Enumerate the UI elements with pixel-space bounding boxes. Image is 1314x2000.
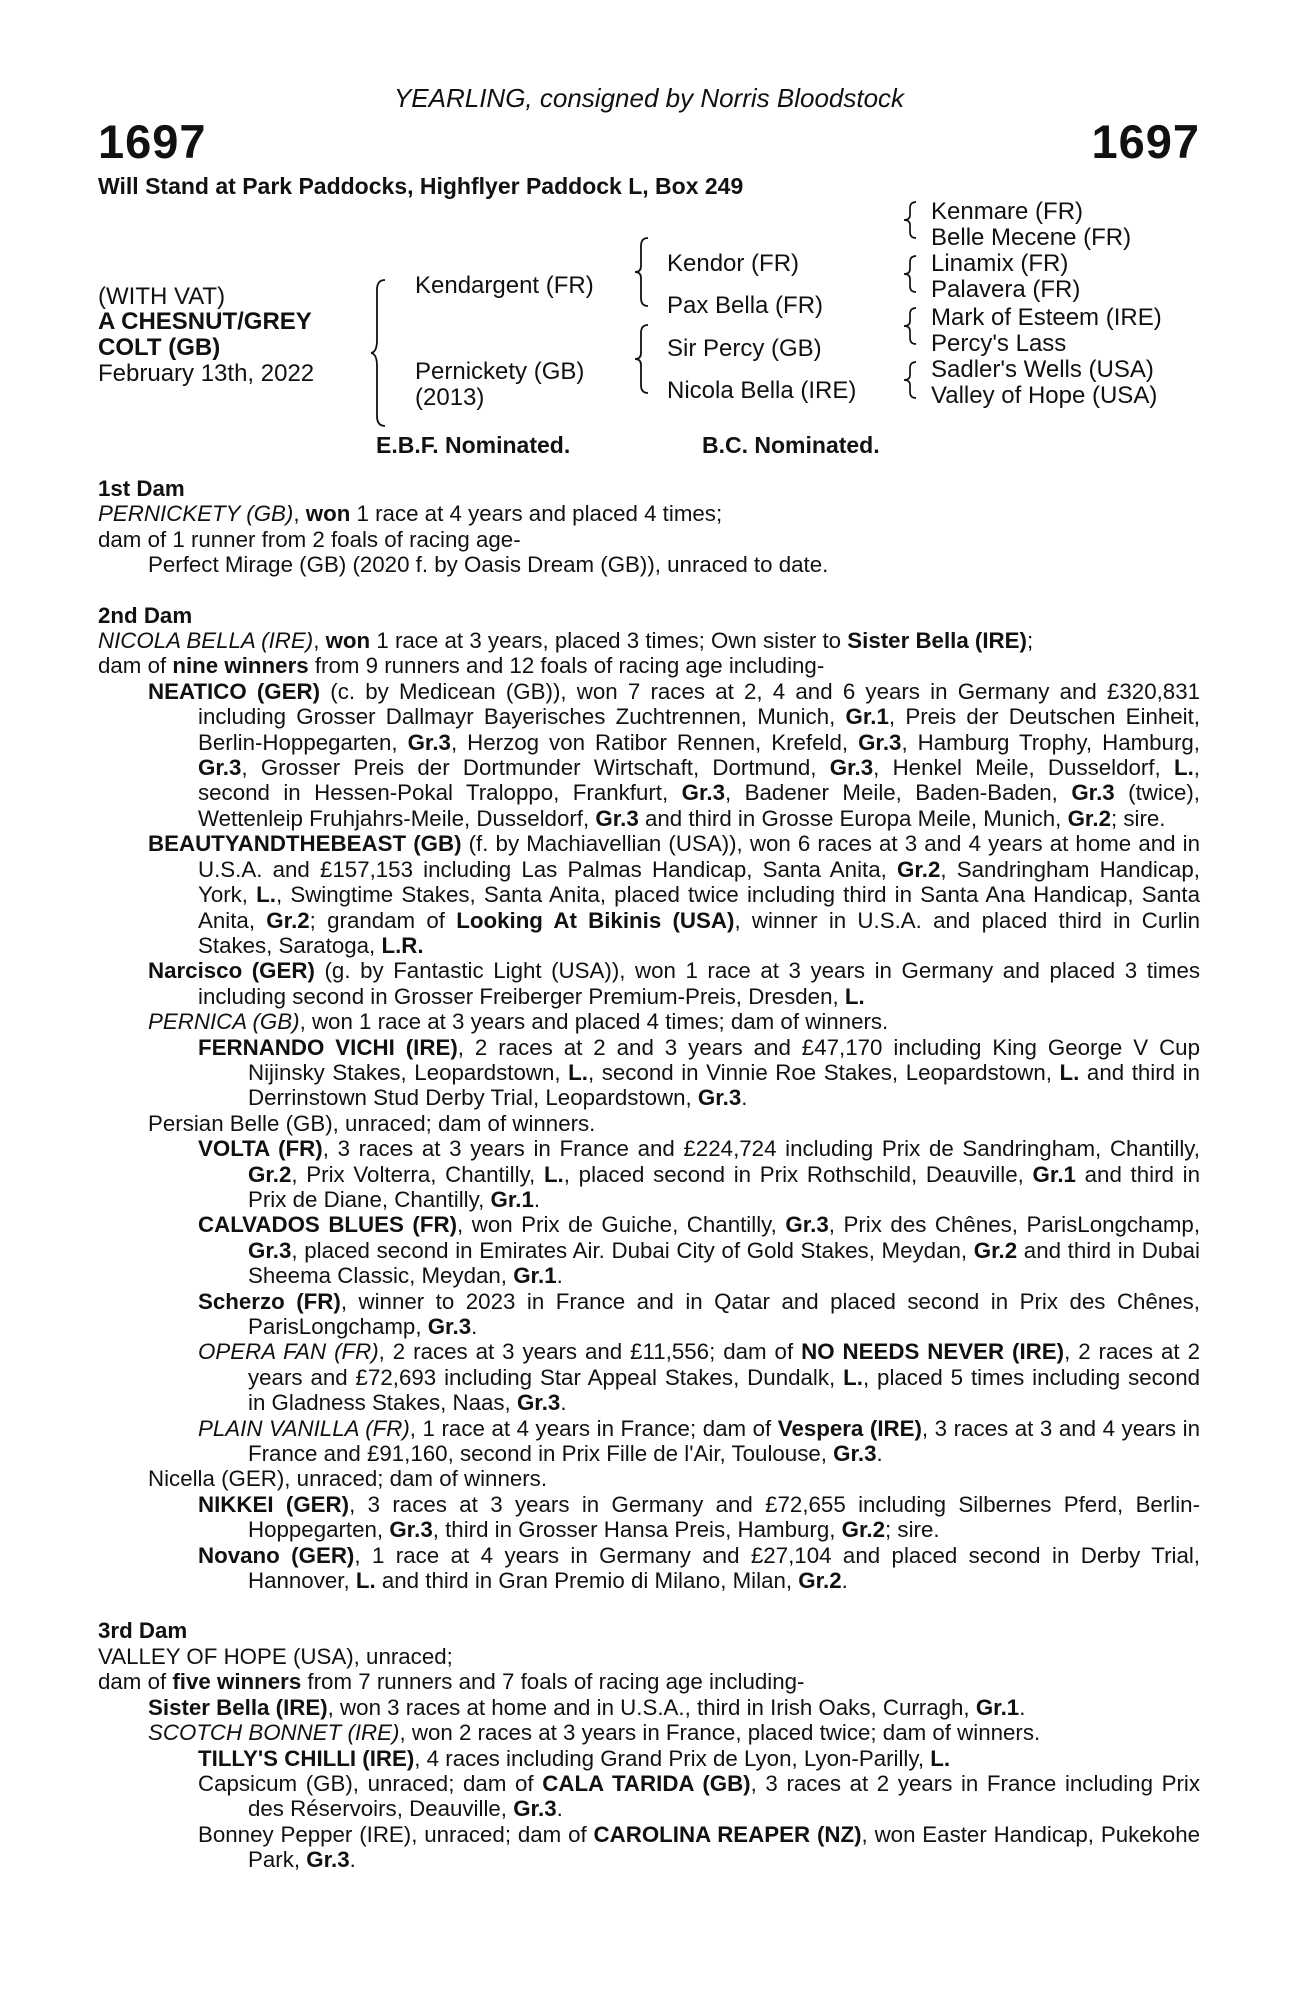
progeny-volta: VOLTA (FR), 3 races at 3 years in France and £224,724 including Prix de Sandringham, Chantilly, Gr.2, Prix Volterra, Chantilly, L., placed second in Prix Rothschild, Deauville, Gr.1 and third in Prix de Diane, Chantilly, Gr.1. [198,1136,1200,1212]
brace-g3-2 [904,254,920,294]
first-dam-name: PERNICKETY (GB) [98,501,294,527]
catalogue-body [98,476,1200,1873]
second-dam-produce-summary: dam of nine winners from 9 runners and 12 foals of racing age including- [98,653,825,679]
progeny-narcisco: Narcisco (GER) (g. by Fantastic Light (USA)), won 1 race at 3 years in Germany and placed 3 times including second in Grosser Freiberger Premium-Preis, Dresden, L. [148,958,1201,1009]
pedigree-table [98,198,1200,430]
pedigree-dss: Mark of Esteem (IRE) [931,304,1162,331]
pedigree-sire-dam: Pax Bella (FR) [667,292,824,319]
third-dam-produce-summary: dam of five winners from 7 runners and 7 foals of racing age including- [98,1669,805,1695]
lot-number-right: 1697 [1091,115,1200,168]
progeny-sister-bella: Sister Bella (IRE), won 3 races at home and in U.S.A., third in Irish Oaks, Curragh, Gr.1. [148,1694,1026,1720]
progeny-calvados-blues: CALVADOS BLUES (FR), won Prix de Guiche, Chantilly, Gr.3, Prix des Chênes, ParisLongchamp, Gr.3, placed second in Emirates Air. Dubai City of Gold Stakes, Meydan, Gr.2 and third in Dubai Sheema Classic, Meydan, Gr.1. [198,1212,1201,1289]
progeny-plain-vanilla: PLAIN VANILLA (FR), 1 race at 4 years in France; dam of Vespera (IRE), 3 races at 3 and 4 years in France and £91,160, second in Prix Fille de l'Air, Toulouse, Gr.3. [198,1415,1200,1467]
foaling-date: February 13th, 2022 [98,360,315,387]
first-dam-heading: 1st Dam [98,476,185,501]
progeny-scherzo: Scherzo (FR), winner to 2023 in France and in Qatar and placed second in Prix des Chênes, ParisLongchamp, Gr.3. [198,1288,1200,1339]
third-dam-line: VALLEY OF HOPE (USA), unraced; [98,1643,453,1669]
horse-description-line1: A CHESNUT/GREY [98,308,312,335]
ebf-nomination: E.B.F. Nominated. [376,432,571,458]
pedigree-sss: Kenmare (FR) [931,198,1084,225]
sire-line-brace [635,236,653,308]
pedigree-ssd: Belle Mecene (FR) [931,224,1132,251]
progeny-scotch-bonnet: SCOTCH BONNET (IRE), won 2 races at 3 years in France, placed twice; dam of winners. [148,1720,1041,1746]
vat-note: (WITH VAT) [98,283,226,310]
progeny-beautyandthebeast: BEAUTYANDTHEBEAST (GB) (f. by Machiavellian (USA)), won 6 races at 3 and 4 years at home and in U.S.A. and £157,153 including Las Palmas Handicap, Santa Anita, Gr.2, Sandringham Handicap, York, L., Swingtime Stakes, Santa Anita, placed twice including third in Santa Ana Handicap, Santa Anita, Gr.2; grandam of Looking At Bikinis (USA), winner in U.S.A. and placed third in Curlin Stakes, Saratoga, L.R. [148,831,1201,958]
first-dam-line: PERNICKETY (GB), won 1 race at 4 years and placed 4 times; [98,501,723,527]
pedigree-dam-dam: Nicola Bella (IRE) [667,377,857,404]
pedigree-dsd: Percy's Lass [931,330,1067,357]
second-dam-line: NICOLA BELLA (IRE), won 1 race at 3 years, placed 3 times; Own sister to Sister Bella (IRE); [98,628,1034,654]
progeny-nikkei: NIKKEI (GER), 3 races at 3 years in Germany and £72,655 including Silbernes Pferd, Berlin-Hoppegarten, Gr.3, third in Grosser Hansa Preis, Hamburg, Gr.2; sire. [198,1491,1200,1543]
bc-nomination: B.C. Nominated. [702,432,880,458]
pedigree-dam: Pernickety (GB) [415,358,585,385]
second-dam-heading: 2nd Dam [98,602,193,628]
first-dam-produce-summary: dam of 1 runner from 2 foals of racing age- [98,526,521,552]
sire-dam-brace [371,278,391,428]
progeny-opera-fan: OPERA FAN (FR), 2 races at 3 years and £11,556; dam of NO NEEDS NEVER (IRE), 2 races at 2 years and £72,693 including Star Appeal Stakes, Dundalk, L., placed 5 times including second in Gladness Stakes, Naas, Gr.3. [198,1339,1200,1416]
progeny-neatico: NEATICO (GER) (c. by Medicean (GB)), won 7 races at 2, 4 and 6 years in Germany and £320,831 including Grosser Dallmayr Bayerisches Zuchtrennen, Munich, Gr.1, Preis der Deutschen Einheit, Berlin-Hoppegarten, Gr.3, Herzog von Ratibor Rennen, Krefeld, Gr.3, Hamburg Trophy, Hamburg, Gr.3, Grosser Preis der Dortmunder Wirtschaft, Dortmund, Gr.3, Henkel Meile, Dusseldorf, L., second in Hessen-Pokal Traloppo, Frankfurt, Gr.3, Badener Meile, Baden-Baden, Gr.3 (twice), Wettenleip Fruhjahrs-Meile, Dusseldorf, Gr.3 and third in Grosse Europa Meile, Munich, Gr.2; sire. [148,678,1201,831]
progeny-fernando-vichi: FERNANDO VICHI (IRE), 2 races at 2 and 3 years and £47,170 including King George V Cup Nijinsky Stakes, Leopardstown, L., second in Vinnie Roe Stakes, Leopardstown, L. and third in Derrinstown Stud Derby Trial, Leopardstown, Gr.3. [198,1034,1200,1111]
consignor-line: YEARLING, consigned by Norris Bloodstock [393,83,905,113]
pedigree-dam-year: (2013) [415,384,485,411]
pedigree-sdd: Palavera (FR) [931,276,1081,303]
progeny-persian-belle: Persian Belle (GB), unraced; dam of winners. [148,1110,596,1136]
progeny-nicella: Nicella (GER), unraced; dam of winners. [148,1466,548,1492]
pedigree-dam-sire: Sir Percy (GB) [667,335,822,362]
first-dam-progeny-1: Perfect Mirage (GB) (2020 f. by Oasis Dream (GB)), unraced to date. [148,552,829,578]
lot-number-left: 1697 [98,115,207,168]
pedigree-ddd: Valley of Hope (USA) [931,382,1158,409]
brace-g3-4 [904,360,920,400]
horse-description-line2: COLT (GB) [98,334,221,361]
progeny-bonney-pepper: Bonney Pepper (IRE), unraced; dam of CAROLINA REAPER (NZ), won Easter Handicap, Pukekohe Park, Gr.3. [198,1821,1200,1873]
progeny-pernica: PERNICA (GB), won 1 race at 3 years and placed 4 times; dam of winners. [148,1009,889,1035]
dam-line-brace [635,323,653,395]
progeny-tillys-chilli: TILLY'S CHILLI (IRE), 4 races including Grand Prix de Lyon, Lyon-Parilly, L. [198,1745,951,1771]
stabling-location: Will Stand at Park Paddocks, Highflyer Paddock L, Box 249 [98,173,744,199]
pedigree-dds: Sadler's Wells (USA) [931,356,1154,383]
progeny-novano: Novano (GER), 1 race at 4 years in Germany and £27,104 and placed second in Derby Trial, Hannover, L. and third in Gran Premio di Milano, Milan, Gr.2. [198,1542,1200,1594]
pedigree-sds: Linamix (FR) [931,250,1069,277]
progeny-capsicum: Capsicum (GB), unraced; dam of CALA TARIDA (GB), 3 races at 2 years in France including Prix des Réservoirs, Deauville, Gr.3. [198,1770,1200,1822]
third-dam-heading: 3rd Dam [98,1618,188,1644]
pedigree-sire-sire: Kendor (FR) [667,250,800,277]
brace-g3-1 [904,200,920,240]
pedigree-sire: Kendargent (FR) [415,272,594,299]
brace-g3-3 [904,306,920,346]
